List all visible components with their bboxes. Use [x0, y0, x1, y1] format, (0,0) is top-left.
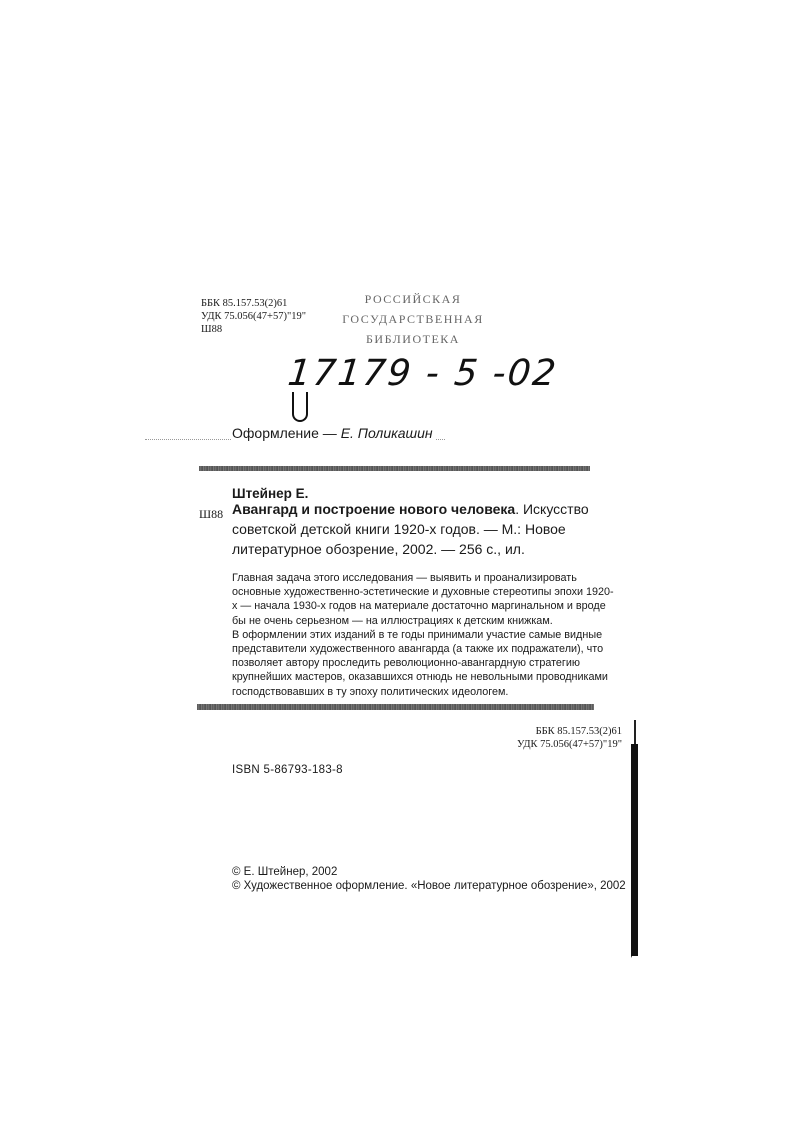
- designer-name: Е. Поликашин: [340, 425, 433, 441]
- bottom-rule: [197, 704, 594, 710]
- design-credit-label: Оформление —: [232, 425, 341, 441]
- classification-block-top: [201, 297, 306, 336]
- handwritten-inventory-number: 17179 - 5 -02: [285, 353, 560, 394]
- stamp-line-2: ГОСУДАРСТВЕННАЯ: [342, 312, 484, 326]
- citation-text: [232, 499, 597, 559]
- copyright-block: [232, 866, 626, 893]
- page-edge-shadow: [631, 744, 638, 956]
- bbk-code-bottom: ББК 85.157.53(2)61: [535, 726, 622, 737]
- book-title: Авангард и построение нового человека: [232, 501, 516, 517]
- classification-block-bottom: [480, 725, 622, 751]
- author-mark: Ш88: [201, 324, 223, 335]
- top-rule: [199, 466, 590, 471]
- udk-code-bottom: УДК 75.056(47+57)"19": [516, 739, 622, 750]
- annotation: [232, 571, 617, 699]
- citation-author: Штейнер Е.: [232, 486, 309, 501]
- isbn: ISBN 5-86793-183-8: [232, 764, 343, 776]
- design-credit: [232, 425, 435, 441]
- citation-author-mark: Ш88: [199, 507, 224, 521]
- stamp-line-1: РОССИЙСКАЯ: [364, 292, 462, 306]
- udk-code: УДК 75.056(47+57)"19": [201, 311, 307, 322]
- bbk-code: ББК 85.157.53(2)61: [201, 298, 288, 309]
- handwritten-stroke: [292, 392, 308, 422]
- page-edge-shadow-tip: [631, 940, 637, 958]
- library-stamp: [338, 289, 488, 349]
- annotation-paragraph-2: В оформлении этих изданий в те годы принимали участие самые видные представители художественного авангарда (а также их подражатели), что позволяет автору проследить революционно-авангардную стратегию крупнейших мастеров, оказавшихся отнюдь не невольными проводниками господствовавших в ту эпоху политических идеологем.: [232, 628, 608, 698]
- copyright-design: © Художественное оформление. «Новое литературное обозрение», 2002: [232, 879, 626, 892]
- stamp-line-3: БИБЛИОТЕКА: [366, 332, 460, 346]
- copyright-author: © Е. Штейнер, 2002: [232, 866, 338, 878]
- annotation-paragraph-1: Главная задача этого исследования — выявить и проанализировать основные художественно-эстетические и духовные стереотипы эпохи 1920-х — начала 1930-х годов на материале достаточно маргинальном и вроде бы не очень серьезном — на иллюстрациях к детским книжкам.: [232, 572, 614, 627]
- citation-details: . Искусство советской детской книги 1920-х годов. — М.: Новое литературное обозрение, 2002. — 256 с., ил.: [232, 501, 589, 557]
